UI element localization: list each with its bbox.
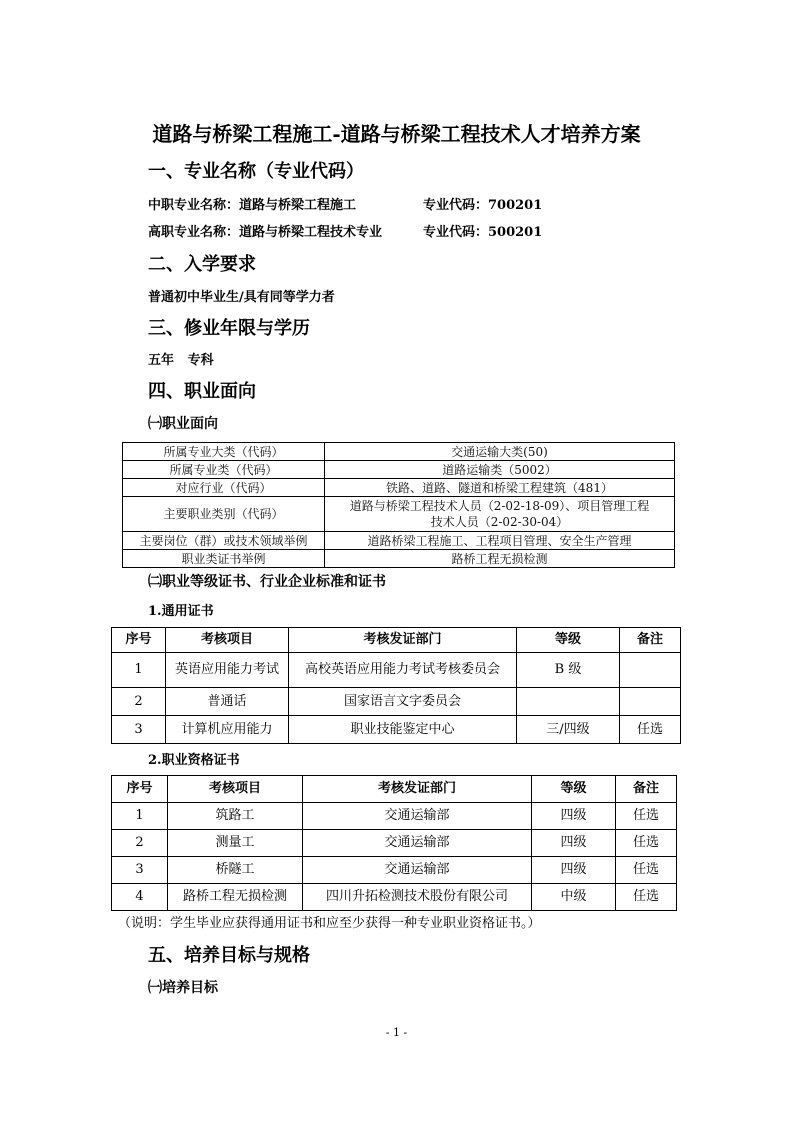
cell-no: 3 [112, 716, 166, 744]
table-header-row [112, 776, 677, 803]
general-cert-table [111, 627, 681, 744]
table-row [123, 479, 675, 497]
cell-no: 1 [112, 803, 168, 830]
cell-remark: 任选 [616, 803, 677, 830]
cell-remark: 任选 [616, 884, 677, 911]
occupation-table [122, 442, 675, 568]
header-remark: 备注 [616, 776, 677, 803]
cell-value: 道路桥梁工程施工、工程项目管理、安全生产管理 [325, 532, 675, 550]
cell-level: 三/四级 [517, 716, 620, 744]
cell-level: 四级 [532, 830, 616, 857]
page-number: - 1 - [385, 1026, 408, 1039]
higher-major-name: 高职专业名称：道路与桥梁工程技术专业 [148, 225, 383, 240]
table-row [123, 443, 675, 461]
cell-level: 四级 [532, 857, 616, 884]
header-dept: 考核发证部门 [289, 628, 517, 653]
cell-dept: 四川升拓检测技术股份有限公司 [303, 884, 532, 911]
cell-remark: 任选 [616, 857, 677, 884]
cell-value: 路桥工程无损检测 [325, 550, 675, 568]
cell-label: 职业类证书举例 [123, 550, 325, 568]
subsection-certificates: ㈡职业等级证书、行业企业标准和证书 [148, 574, 386, 590]
vocational-cert-heading: 2.职业资格证书 [148, 753, 240, 768]
cell-item: 路桥工程无损检测 [168, 884, 303, 911]
header-level: 等级 [532, 776, 616, 803]
higher-major-code: 专业代码：500201 [423, 225, 543, 240]
header-dept: 考核发证部门 [303, 776, 532, 803]
cell-level: B 级 [517, 653, 620, 688]
header-item: 考核项目 [166, 628, 289, 653]
subsection-occupation: ㈠职业面向 [148, 416, 218, 432]
document-title: 道路与桥梁工程施工-道路与桥梁工程技术人才培养方案 [152, 122, 641, 146]
table-row [112, 653, 681, 688]
cell-no: 2 [112, 688, 166, 716]
cell-label: 所属专业大类（代码） [123, 443, 325, 461]
section-4-heading: 四、职业面向 [148, 381, 256, 402]
cell-value: 交通运输大类(50) [325, 443, 675, 461]
cell-item: 桥隧工 [168, 857, 303, 884]
table-row [112, 830, 677, 857]
certificate-note: （说明：学生毕业应获得通用证书和应至少获得一种专业职业资格证书。） [118, 916, 541, 931]
cell-label: 主要职业类别（代码） [123, 497, 325, 532]
table-row [112, 857, 677, 884]
cell-level: 四级 [532, 803, 616, 830]
cell-no: 4 [112, 884, 168, 911]
secondary-major-name: 中职专业名称：道路与桥梁工程施工 [148, 198, 357, 213]
section-5-heading: 五、培养目标与规格 [148, 945, 310, 966]
section-3-heading: 三、修业年限与学历 [148, 318, 310, 339]
table-row [123, 497, 675, 532]
cell-remark: 任选 [616, 830, 677, 857]
cell-dept: 交通运输部 [303, 830, 532, 857]
table-row [123, 461, 675, 479]
header-level: 等级 [517, 628, 620, 653]
header-item: 考核项目 [168, 776, 303, 803]
table-row [123, 532, 675, 550]
vocational-cert-table [111, 775, 677, 911]
header-no: 序号 [112, 628, 166, 653]
cell-value: 铁路、道路、隧道和桥梁工程建筑（481） [325, 479, 675, 497]
cell-value [325, 497, 675, 532]
cell-level [517, 688, 620, 716]
cell-no: 3 [112, 857, 168, 884]
cell-item: 筑路工 [168, 803, 303, 830]
cell-dept: 交通运输部 [303, 803, 532, 830]
cell-dept: 高校英语应用能力考试考核委员会 [289, 653, 517, 688]
study-duration: 五年 专科 [148, 353, 214, 368]
header-no: 序号 [112, 776, 168, 803]
cell-no: 1 [112, 653, 166, 688]
cell-value-line-2: 技术人员（2-02-30-04） [430, 515, 569, 529]
cell-dept: 职业技能鉴定中心 [289, 716, 517, 744]
cell-remark: 任选 [620, 716, 681, 744]
table-header-row [112, 628, 681, 653]
cell-label: 对应行业（代码） [123, 479, 325, 497]
cell-item: 测量工 [168, 830, 303, 857]
table-row [112, 716, 681, 744]
cell-value-line-1: 道路与桥梁工程技术人员（2-02-18-09）、项目管理工程 [349, 499, 650, 513]
table-row [123, 550, 675, 568]
cell-label: 主要岗位（群）或技术领域举例 [123, 532, 325, 550]
cell-item: 英语应用能力考试 [166, 653, 289, 688]
secondary-major-code: 专业代码：700201 [423, 198, 543, 213]
cell-label: 所属专业类（代码） [123, 461, 325, 479]
cell-item: 普通话 [166, 688, 289, 716]
subsection-training-goals: ㈠培养目标 [148, 980, 218, 996]
header-remark: 备注 [620, 628, 681, 653]
cell-level: 中级 [532, 884, 616, 911]
general-cert-heading: 1.通用证书 [148, 604, 214, 619]
cell-no: 2 [112, 830, 168, 857]
cell-remark [620, 653, 681, 688]
admission-requirement: 普通初中毕业生/具有同等学力者 [148, 290, 335, 305]
cell-dept: 国家语言文字委员会 [289, 688, 517, 716]
section-2-heading: 二、入学要求 [148, 254, 256, 275]
table-row [112, 688, 681, 716]
cell-item: 计算机应用能力 [166, 716, 289, 744]
cell-dept: 交通运输部 [303, 857, 532, 884]
cell-value: 道路运输类（5002） [325, 461, 675, 479]
cell-remark [620, 688, 681, 716]
section-1-heading: 一、专业名称（专业代码） [148, 161, 364, 182]
table-row [112, 884, 677, 911]
table-row [112, 803, 677, 830]
